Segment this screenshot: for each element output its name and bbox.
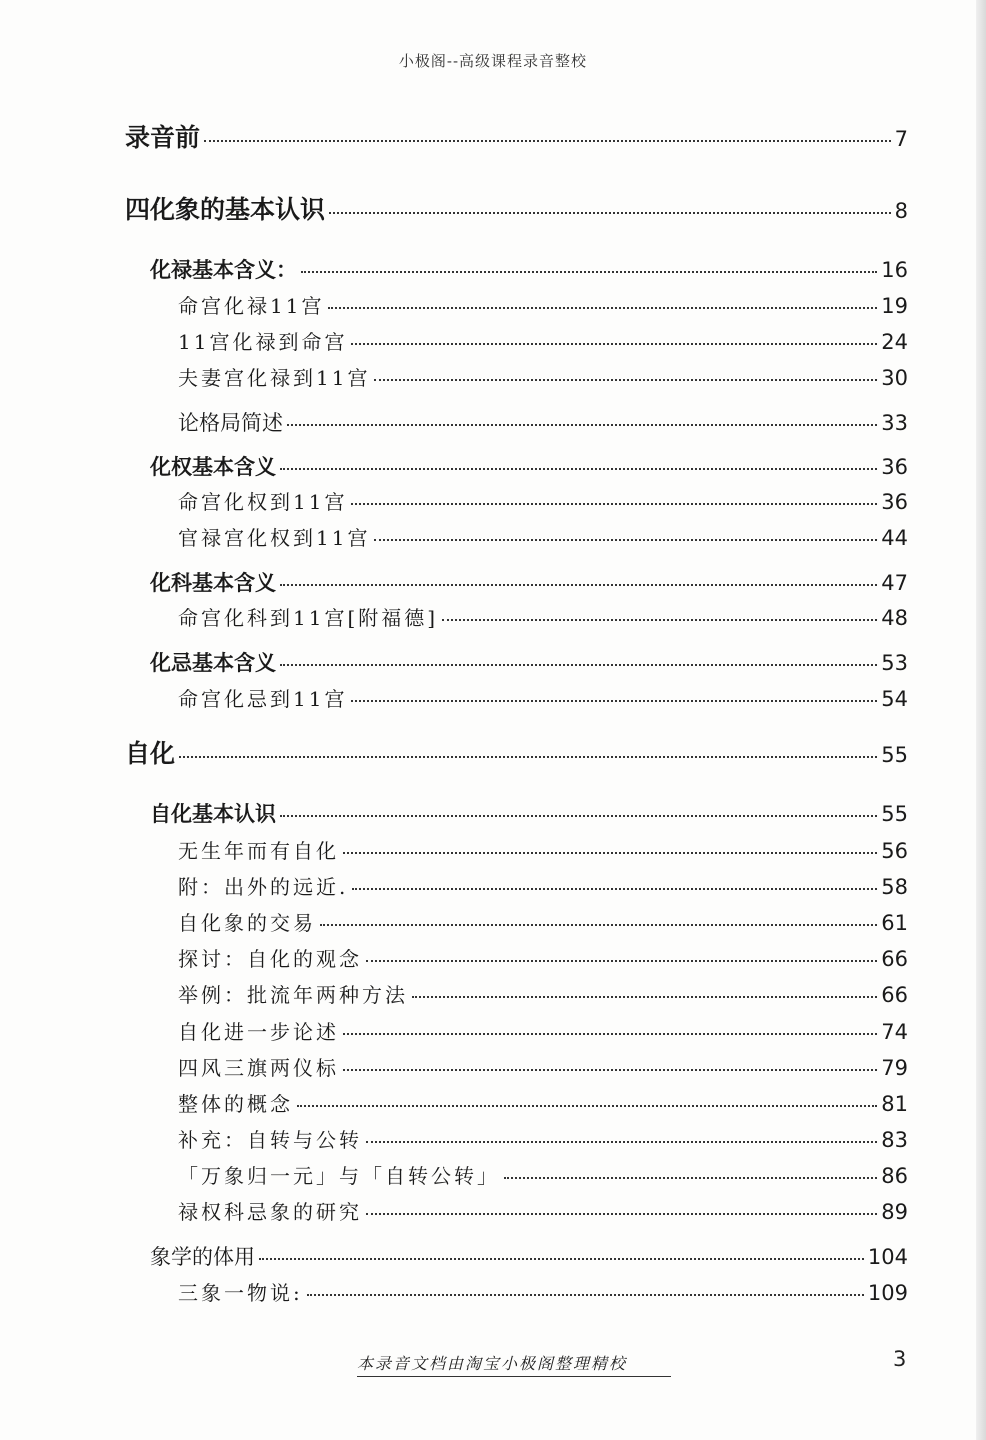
toc-entry[interactable] (178, 1124, 908, 1153)
toc-entry-title: 命宫化科到11宫[附福德] (178, 606, 439, 630)
toc-entry-title: 禄权科忌象的研究 (178, 1200, 362, 1224)
toc-entry-page: 61 (881, 911, 908, 935)
toc-entry[interactable] (125, 118, 908, 154)
toc-entry-title: 四化象的基本认识 (125, 195, 326, 224)
toc-leader-dots (259, 1257, 864, 1260)
toc-entry[interactable] (150, 1241, 908, 1271)
toc-leader-dots (179, 755, 877, 758)
toc-entry-page: 48 (881, 606, 908, 630)
toc-leader-dots (351, 699, 877, 702)
toc-entry-page: 53 (881, 651, 908, 675)
toc-entry-page: 54 (881, 687, 908, 711)
toc-leader-dots (280, 583, 877, 586)
toc-entry[interactable] (150, 647, 908, 677)
toc-entry-title: 探讨：自化的观念 (178, 947, 362, 971)
toc-entry-title: 化禄基本含义： (150, 258, 297, 282)
toc-entry-title: 自化象的交易 (178, 911, 316, 935)
toc-entry-title: 自化进一步论述 (178, 1020, 339, 1044)
toc-leader-dots (307, 1293, 864, 1296)
toc-entry-page: 66 (881, 947, 908, 971)
toc-leader-dots (352, 887, 877, 890)
toc-leader-dots (412, 995, 877, 998)
toc-entry-title: 命宫化禄11宫 (178, 294, 325, 318)
toc-leader-dots (343, 851, 877, 854)
toc-entry[interactable] (178, 835, 908, 864)
toc-leader-dots (329, 211, 891, 214)
toc-entry-page: 8 (894, 199, 908, 223)
toc-entry-page: 55 (881, 802, 908, 826)
toc-entry[interactable] (178, 683, 908, 712)
toc-entry-title: 象学的体用 (150, 1245, 255, 1269)
toc-leader-dots (343, 1068, 877, 1071)
toc-entry[interactable] (150, 451, 908, 481)
toc-entry-page: 109 (867, 1281, 908, 1305)
toc-entry-page: 58 (881, 875, 908, 899)
page-footer: 本录音文档由淘宝小极阁整理精校 (357, 1351, 671, 1377)
toc-entry[interactable] (178, 871, 908, 900)
toc-entry-title: 化科基本含义 (150, 571, 276, 595)
toc-entry-title: 无生年而有自化 (178, 839, 339, 863)
toc-entry-title: 官禄宫化权到11宫 (178, 526, 371, 550)
toc-entry[interactable] (178, 1052, 908, 1081)
toc-entry[interactable] (178, 943, 908, 972)
toc-entry[interactable] (125, 190, 908, 226)
toc-entry-title: 11宫化禄到命宫 (178, 330, 348, 354)
toc-entry[interactable] (125, 734, 908, 770)
toc-entry[interactable] (178, 602, 908, 631)
toc-entry[interactable] (178, 1277, 908, 1306)
toc-entry[interactable] (178, 1088, 908, 1117)
toc-entry[interactable] (150, 567, 908, 597)
toc-entry-page: 56 (881, 839, 908, 863)
toc-leader-dots (442, 618, 877, 621)
toc-entry-page: 74 (881, 1020, 908, 1044)
toc-entry-title: 三象一物说: (178, 1281, 303, 1305)
toc-entry-title: 附：出外的远近. (178, 875, 349, 899)
toc-leader-dots (280, 467, 877, 470)
toc-leader-dots (280, 663, 877, 666)
toc-entry-page: 83 (881, 1128, 908, 1152)
toc-entry-page: 24 (881, 330, 908, 354)
toc-entry-page: 104 (867, 1245, 908, 1269)
toc-entry-page: 30 (881, 366, 908, 390)
toc-entry-page: 16 (881, 258, 908, 282)
toc-leader-dots (374, 378, 877, 381)
toc-entry-page: 36 (881, 455, 908, 479)
toc-entry[interactable] (178, 1196, 908, 1225)
toc-entry[interactable] (178, 326, 908, 355)
toc-leader-dots (351, 342, 877, 345)
toc-entry-title: 论格局简述 (178, 411, 283, 435)
toc-leader-dots (366, 1212, 877, 1215)
toc-leader-dots (204, 139, 891, 142)
toc-entry[interactable] (178, 407, 908, 437)
toc-entry-page: 47 (881, 571, 908, 595)
toc-entry[interactable] (178, 907, 908, 936)
toc-leader-dots (366, 1140, 877, 1143)
toc-entry-title: 「万象归一元」与「自转公转」 (178, 1164, 500, 1188)
toc-entry-page: 89 (881, 1200, 908, 1224)
toc-entry-title: 举例：批流年两种方法 (178, 983, 408, 1007)
toc-entry-title: 录音前 (125, 123, 201, 152)
toc-entry[interactable] (178, 290, 908, 319)
toc-entry-title: 四风三旗两仪标 (178, 1056, 339, 1080)
page-header: 小极阁--高级课程录音整校 (398, 52, 588, 70)
toc-entry[interactable] (178, 979, 908, 1008)
page-edge-shadow (976, 0, 986, 1440)
toc-entry[interactable] (178, 1016, 908, 1045)
toc-entry-title: 命宫化忌到11宫 (178, 687, 348, 711)
toc-entry[interactable] (150, 798, 908, 828)
page-number: 3 (893, 1347, 907, 1371)
toc-leader-dots (343, 1032, 877, 1035)
toc-leader-dots (351, 502, 877, 505)
toc-entry-page: 36 (881, 490, 908, 514)
toc-entry[interactable] (178, 486, 908, 515)
toc-entry-title: 化权基本含义 (150, 455, 276, 479)
toc-entry-title: 自化基本认识 (150, 802, 276, 826)
toc-entry[interactable] (178, 362, 908, 391)
toc-entry-page: 79 (881, 1056, 908, 1080)
toc-entry-page: 55 (881, 743, 908, 767)
toc-leader-dots (504, 1176, 877, 1179)
toc-leader-dots (366, 959, 877, 962)
toc-leader-dots (328, 306, 877, 309)
toc-entry-title: 整体的概念 (178, 1092, 293, 1116)
toc-entry[interactable] (150, 254, 908, 284)
toc-entry-title: 夫妻宫化禄到11宫 (178, 366, 371, 390)
toc-leader-dots (297, 1104, 877, 1107)
toc-entry[interactable] (178, 1160, 908, 1189)
toc-entry-page: 19 (881, 294, 908, 318)
toc-entry-page: 86 (881, 1164, 908, 1188)
toc-entry-title: 化忌基本含义 (150, 651, 276, 675)
toc-entry-page: 81 (881, 1092, 908, 1116)
toc-leader-dots (280, 814, 877, 817)
toc-entry-title: 补充：自转与公转 (178, 1128, 362, 1152)
toc-entry-page: 44 (881, 526, 908, 550)
toc-leader-dots (287, 423, 877, 426)
toc-entry-title: 自化 (125, 739, 176, 768)
toc-leader-dots (374, 538, 877, 541)
toc-entry-page: 7 (894, 127, 908, 151)
toc-leader-dots (301, 270, 877, 273)
toc-entry-title: 命宫化权到11宫 (178, 490, 348, 514)
toc-leader-dots (320, 923, 877, 926)
toc-entry-page: 33 (881, 411, 908, 435)
toc-entry-page: 66 (881, 983, 908, 1007)
toc-entry[interactable] (178, 522, 908, 551)
